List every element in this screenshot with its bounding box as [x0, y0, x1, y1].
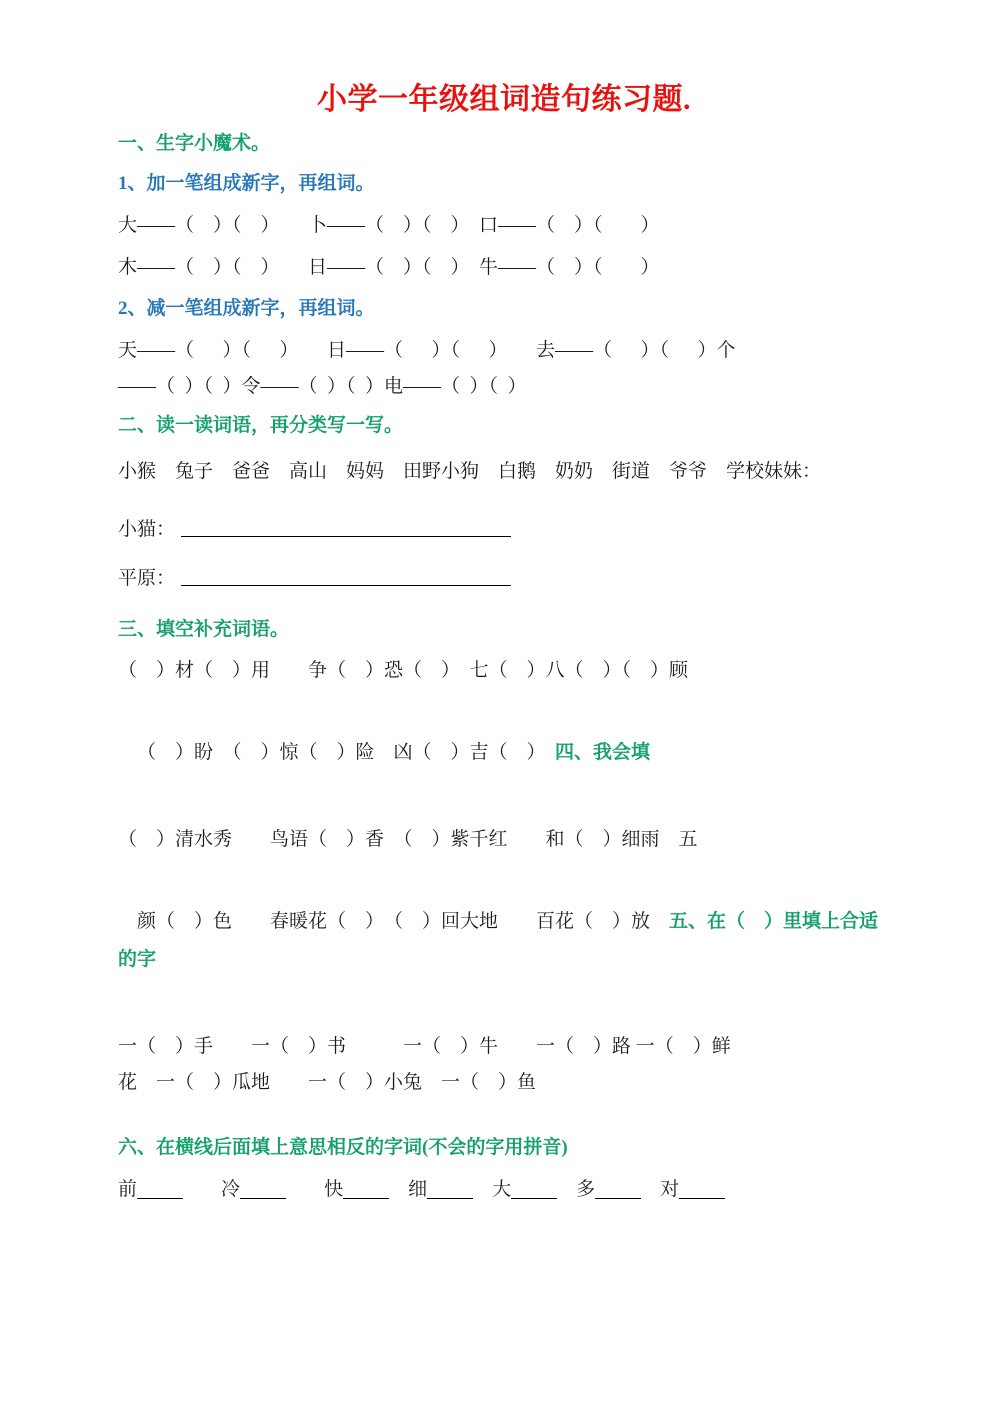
antonym-blank[interactable] — [595, 1178, 641, 1199]
exercise-line-5-a: 一（ ）手 一（ ）书 一（ ）牛 一（ ）路 一（ ）鲜 — [118, 1035, 731, 1057]
word-bank-list: 小猴 兔子 爸爸 高山 妈妈 田野小狗 白鹅 奶奶 街道 爷爷 学校妹妹： — [118, 460, 822, 482]
page-title: 小学一年级组词造句练习题. — [317, 83, 691, 116]
antonym-item — [492, 1179, 557, 1200]
classify-label-plain: 平原： — [118, 567, 176, 589]
section-heading-6: 六、在横线后面填上意思相反的字词(不会的字用拼音) — [118, 1137, 568, 1159]
antonym-word: 对 — [660, 1179, 680, 1201]
exercise-line-5-b: 花 一（ ）瓜地 一（ ）小兔 一（ ）鱼 — [118, 1072, 537, 1094]
answer-rule-plain[interactable] — [181, 583, 511, 586]
section-heading-2: 二、读一读词语，再分类写一写。 — [118, 415, 404, 436]
antonym-blank[interactable] — [137, 1178, 183, 1199]
antonym-word: 快 — [324, 1179, 344, 1201]
antonym-word: 大 — [492, 1179, 512, 1201]
antonym-blank[interactable] — [679, 1178, 725, 1199]
exercise-text-4-b: 颜（ ）色 春暖花（ ） （ ）回大地 百花（ ）放 — [137, 910, 670, 932]
section-heading-3: 三、填空补充词语。 — [118, 618, 290, 640]
answer-rule-cat[interactable] — [181, 534, 511, 537]
antonym-word: 前 — [118, 1179, 138, 1201]
exercise-line-3-a: （ ）材（ ）用 争（ ）恐（ ） 七（ ）八（ ）（ ）顾 — [118, 660, 689, 682]
antonym-item — [576, 1179, 641, 1200]
antonym-blank[interactable] — [343, 1178, 389, 1199]
exercise-text-3-b: （ ）盼 （ ）惊（ ）险 凶（ ）吉（ ） — [137, 742, 556, 764]
subsection-heading-1-2: 2、减一笔组成新字，再组词。 — [118, 297, 375, 319]
section-heading-4: 四、我会填 — [555, 742, 651, 764]
exercise-line-3-b — [118, 684, 890, 810]
subsection-heading-1-1: 1、加一笔组成新字，再组词。 — [118, 172, 375, 194]
section-heading-1: 一、生字小魔术。 — [118, 133, 271, 154]
exercise-line-1-1-b: 木——（ ）（ ） 日——（ ）（ ） 牛——（ ）（ ） — [118, 257, 660, 279]
antonym-word: 冷 — [221, 1179, 241, 1201]
antonym-word: 多 — [576, 1179, 596, 1201]
exercise-line-1-2-b: ——（ ）（ ）令——（ ）（ ）电——（ ）（ ） — [118, 376, 527, 398]
classify-row-cat — [118, 492, 890, 541]
antonym-blank[interactable] — [511, 1178, 557, 1199]
antonym-blank[interactable] — [240, 1178, 286, 1199]
classify-label-cat: 小猫： — [118, 518, 176, 540]
antonym-item — [408, 1179, 473, 1200]
section-heading-5: 五、在（ ）里填上合适的字 — [118, 910, 879, 970]
antonym-item — [118, 1179, 183, 1200]
antonym-blank[interactable] — [427, 1178, 473, 1199]
exercise-line-1-1-a: 大——（ ）（ ） 卜——（ ）（ ） 口——（ ）（ ） — [118, 214, 660, 236]
antonym-word: 细 — [408, 1179, 428, 1201]
classify-row-plain — [118, 541, 890, 590]
antonym-item — [324, 1179, 389, 1200]
antonym-row — [118, 1160, 890, 1203]
exercise-line-4-a: （ ）清水秀 鸟语（ ）香 （ ）紫千红 和（ ）细雨 五 — [118, 829, 698, 851]
exercise-line-4-b — [118, 853, 890, 1017]
antonym-item — [221, 1179, 286, 1200]
antonym-item — [660, 1179, 725, 1200]
exercise-line-1-2-a: 天——（ ）（ ） 日——（ ）（ ） 去——（ ）（ ）个 — [118, 339, 736, 361]
